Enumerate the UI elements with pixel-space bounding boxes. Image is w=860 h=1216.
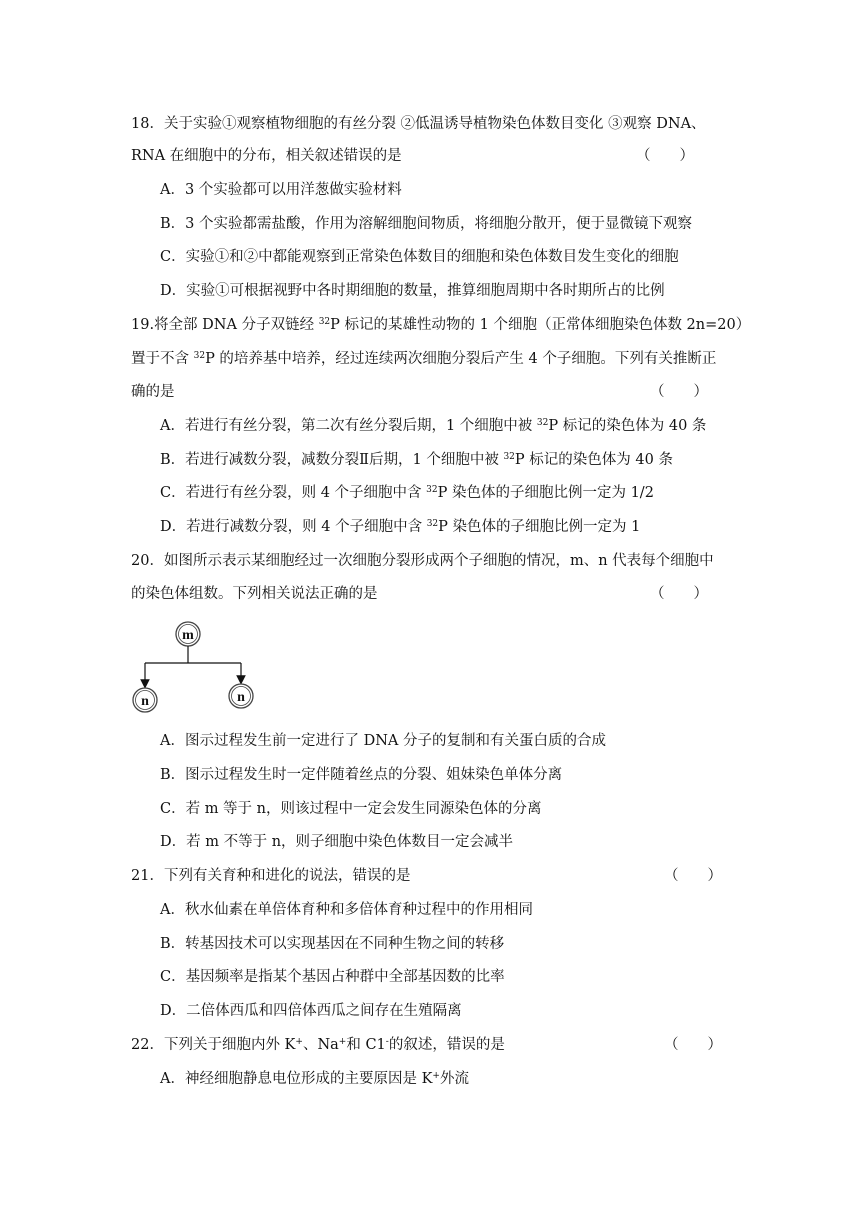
q20-stem-line2: 的染色体组数。下列相关说法正确的是 (131, 586, 378, 602)
q18-stem-line1: 18．关于实验①观察植物细胞的有丝分裂 ②低温诱导植物染色体数目变化 ③观察 DNA、 (131, 116, 706, 132)
q19-option-a: A．若进行有丝分裂，第二次有丝分裂后期，1 个细胞中被 $^{32}$P 标记的染色体为 40 条 (160, 418, 707, 434)
cell-division-diagram (128, 618, 278, 718)
q20-number: 20． (131, 553, 164, 569)
child-left-label: n (141, 694, 149, 709)
q21-option-a: A．秋水仙素在单倍体育种和多倍体育种过程中的作用相同 (160, 902, 533, 918)
q21-stem-line1: 21．下列有关育种和进化的说法，错误的是 (131, 868, 411, 884)
q19-answer-paren: （ ） (650, 384, 708, 400)
q18-number: 18． (131, 116, 164, 132)
q21-option-b: B．转基因技术可以实现基因在不同种生物之间的转移 (160, 936, 505, 952)
parent-label: m (182, 628, 194, 643)
child-right-label: n (237, 690, 245, 705)
q19-option-b: B．若进行减数分裂，减数分裂Ⅱ后期，1 个细胞中被 $^{32}$P 标记的染色体为 40 条 (160, 452, 673, 468)
q18-option-c: C．实验①和②中都能观察到正常染色体数目的细胞和染色体数目发生变化的细胞 (160, 249, 679, 265)
q20-option-d: D．若 m 不等于 n，则子细胞中染色体数目一定会减半 (160, 834, 514, 850)
q22-option-a: A．神经细胞静息电位形成的主要原因是 K+外流 (160, 1071, 469, 1087)
q22-answer-paren: （ ） (664, 1037, 722, 1053)
q18-stem-line2: RNA 在细胞中的分布，相关叙述错误的是 (131, 148, 402, 164)
q18-answer-paren: （ ） (636, 148, 694, 164)
q22-number: 22． (131, 1037, 164, 1053)
q21-number: 21． (131, 868, 164, 884)
q22-stem-line1: 22．下列关于细胞内外 K+、Na+和 C1-的叙述，错误的是 (131, 1037, 505, 1053)
child-cell-left (133, 688, 157, 712)
q19-stem-line2: 置于不含 $^{32}$P 的培养基中培养，经过连续两次细胞分裂后产生 4 个子细胞。下列有关推断正 (131, 351, 717, 367)
parent-cell (176, 622, 200, 646)
q18-option-b: B．3 个实验都需盐酸，作用为溶解细胞间物质，将细胞分散开，便于显微镜下观察 (160, 216, 692, 232)
q19-stem-line1: 19.将全部 DNA 分子双链经 $^{32}$P 标记的某雄性动物的 1 个细胞（正常体细胞染色体数 2n=20） (131, 317, 751, 333)
q20-option-a: A．图示过程发生前一定进行了 DNA 分子的复制和有关蛋白质的合成 (160, 733, 606, 749)
q21-option-d: D．二倍体西瓜和四倍体西瓜之间存在生殖隔离 (160, 1003, 462, 1019)
q19-stem-line3: 确的是 (131, 384, 175, 400)
q20-answer-paren: （ ） (650, 586, 708, 602)
q21-answer-paren: （ ） (664, 868, 722, 884)
q19-number: 19. (131, 317, 155, 333)
q18-option-a: A．3 个实验都可以用洋葱做实验材料 (160, 182, 402, 198)
q20-option-c: C．若 m 等于 n，则该过程中一定会发生同源染色体的分离 (160, 801, 542, 817)
q19-option-c: C．若进行有丝分裂，则 4 个子细胞中含 $^{32}$P 染色体的子细胞比例一定为 1/2 (160, 485, 654, 501)
q21-option-c: C．基因频率是指某个基因占种群中全部基因数的比率 (160, 969, 505, 985)
q20-stem-line1: 20．如图所示表示某细胞经过一次细胞分裂形成两个子细胞的情况，m、n 代表每个细胞中 (131, 553, 714, 569)
q18-option-d: D．实验①可根据视野中各时期细胞的数量，推算细胞周期中各时期所占的比例 (160, 283, 665, 299)
child-cell-right (229, 684, 253, 708)
q19-option-d: D．若进行减数分裂，则 4 个子细胞中含 $^{32}$P 染色体的子细胞比例一定为 1 (160, 519, 641, 535)
q20-option-b: B．图示过程发生时一定伴随着丝点的分裂、姐妹染色单体分离 (160, 767, 563, 783)
